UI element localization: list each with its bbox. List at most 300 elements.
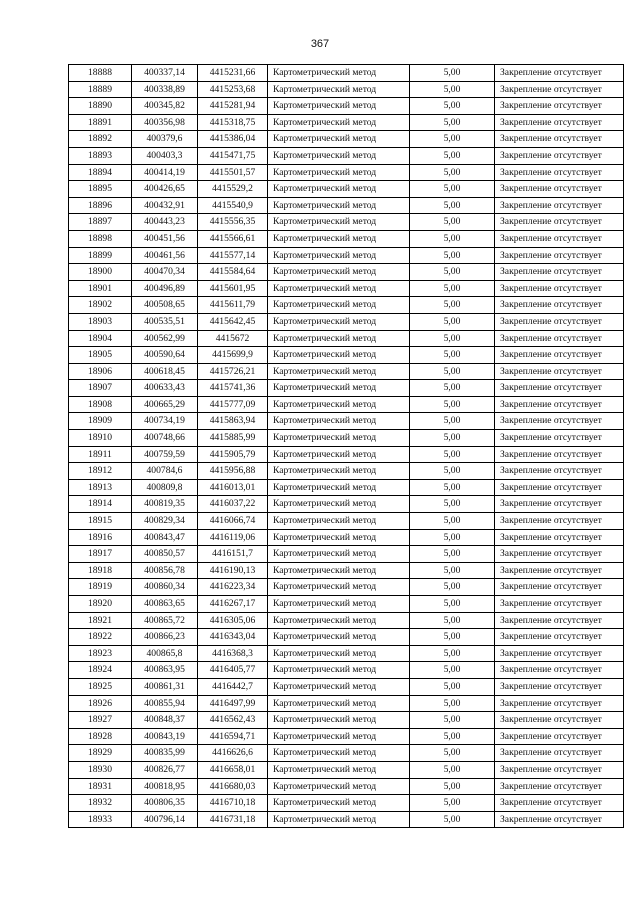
table-row (69, 745, 624, 762)
method-cell: Картометрический метод (268, 728, 410, 745)
method-cell: Картометрический метод (268, 745, 410, 762)
marking-cell: Закрепление отсутствует (495, 147, 624, 164)
marking-cell: Закрепление отсутствует (495, 546, 624, 563)
y-coordinate-cell: 4415231,66 (198, 65, 268, 82)
table-row (69, 529, 624, 546)
marking-cell: Закрепление отсутствует (495, 396, 624, 413)
point-number-cell: 18903 (69, 313, 132, 330)
y-coordinate-cell: 4415386,04 (198, 131, 268, 148)
x-coordinate-cell: 400535,51 (132, 313, 198, 330)
y-coordinate-cell: 4415905,79 (198, 446, 268, 463)
marking-cell: Закрепление отсутствует (495, 529, 624, 546)
y-coordinate-cell: 4415863,94 (198, 413, 268, 430)
marking-cell: Закрепление отсутствует (495, 728, 624, 745)
point-number-cell: 18925 (69, 678, 132, 695)
accuracy-cell: 5,00 (410, 380, 495, 397)
table-row (69, 496, 624, 513)
table-row (69, 396, 624, 413)
accuracy-cell: 5,00 (410, 596, 495, 613)
table-row (69, 579, 624, 596)
accuracy-cell: 5,00 (410, 230, 495, 247)
y-coordinate-cell: 4415501,57 (198, 164, 268, 181)
method-cell: Картометрический метод (268, 297, 410, 314)
table-row (69, 662, 624, 679)
x-coordinate-cell: 400461,56 (132, 247, 198, 264)
accuracy-cell: 5,00 (410, 612, 495, 629)
y-coordinate-cell: 4416680,03 (198, 778, 268, 795)
marking-cell: Закрепление отсутствует (495, 629, 624, 646)
marking-cell: Закрепление отсутствует (495, 562, 624, 579)
table-row (69, 347, 624, 364)
point-number-cell: 18914 (69, 496, 132, 513)
y-coordinate-cell: 4415281,94 (198, 98, 268, 115)
accuracy-cell: 5,00 (410, 745, 495, 762)
marking-cell: Закрепление отсутствует (495, 479, 624, 496)
table-row (69, 778, 624, 795)
method-cell: Картометрический метод (268, 264, 410, 281)
method-cell: Картометрический метод (268, 214, 410, 231)
x-coordinate-cell: 400850,57 (132, 546, 198, 563)
method-cell: Картометрический метод (268, 662, 410, 679)
x-coordinate-cell: 400835,99 (132, 745, 198, 762)
x-coordinate-cell: 400856,78 (132, 562, 198, 579)
y-coordinate-cell: 4415566,61 (198, 230, 268, 247)
x-coordinate-cell: 400633,43 (132, 380, 198, 397)
point-number-cell: 18900 (69, 264, 132, 281)
y-coordinate-cell: 4415777,09 (198, 396, 268, 413)
x-coordinate-cell: 400863,65 (132, 596, 198, 613)
y-coordinate-cell: 4415642,45 (198, 313, 268, 330)
method-cell: Картометрический метод (268, 596, 410, 613)
y-coordinate-cell: 4416343,04 (198, 629, 268, 646)
marking-cell: Закрепление отсутствует (495, 313, 624, 330)
x-coordinate-cell: 400734,19 (132, 413, 198, 430)
x-coordinate-cell: 400562,99 (132, 330, 198, 347)
marking-cell: Закрепление отсутствует (495, 65, 624, 82)
point-number-cell: 18922 (69, 629, 132, 646)
y-coordinate-cell: 4416368,3 (198, 645, 268, 662)
coordinates-table (68, 64, 624, 828)
table-row (69, 147, 624, 164)
method-cell: Картометрический метод (268, 65, 410, 82)
x-coordinate-cell: 400443,23 (132, 214, 198, 231)
method-cell: Картометрический метод (268, 230, 410, 247)
marking-cell: Закрепление отсутствует (495, 347, 624, 364)
method-cell: Картометрический метод (268, 479, 410, 496)
table-row (69, 313, 624, 330)
marking-cell: Закрепление отсутствует (495, 795, 624, 812)
marking-cell: Закрепление отсутствует (495, 197, 624, 214)
y-coordinate-cell: 4416119,06 (198, 529, 268, 546)
point-number-cell: 18895 (69, 181, 132, 198)
point-number-cell: 18893 (69, 147, 132, 164)
x-coordinate-cell: 400865,72 (132, 612, 198, 629)
point-number-cell: 18913 (69, 479, 132, 496)
accuracy-cell: 5,00 (410, 645, 495, 662)
table-row (69, 413, 624, 430)
table-row (69, 98, 624, 115)
x-coordinate-cell: 400784,6 (132, 463, 198, 480)
point-number-cell: 18897 (69, 214, 132, 231)
marking-cell: Закрепление отсутствует (495, 513, 624, 530)
accuracy-cell: 5,00 (410, 496, 495, 513)
method-cell: Картометрический метод (268, 430, 410, 447)
method-cell: Картометрический метод (268, 579, 410, 596)
marking-cell: Закрепление отсутствует (495, 446, 624, 463)
x-coordinate-cell: 400508,65 (132, 297, 198, 314)
table-body (69, 65, 624, 828)
table-row (69, 81, 624, 98)
y-coordinate-cell: 4415885,99 (198, 430, 268, 447)
accuracy-cell: 5,00 (410, 579, 495, 596)
x-coordinate-cell: 400806,35 (132, 795, 198, 812)
accuracy-cell: 5,00 (410, 164, 495, 181)
table-row (69, 795, 624, 812)
y-coordinate-cell: 4415672 (198, 330, 268, 347)
accuracy-cell: 5,00 (410, 629, 495, 646)
marking-cell: Закрепление отсутствует (495, 413, 624, 430)
marking-cell: Закрепление отсутствует (495, 695, 624, 712)
point-number-cell: 18894 (69, 164, 132, 181)
x-coordinate-cell: 400356,98 (132, 114, 198, 131)
x-coordinate-cell: 400866,23 (132, 629, 198, 646)
marking-cell: Закрепление отсутствует (495, 330, 624, 347)
marking-cell: Закрепление отсутствует (495, 230, 624, 247)
x-coordinate-cell: 400338,89 (132, 81, 198, 98)
marking-cell: Закрепление отсутствует (495, 164, 624, 181)
table-row (69, 197, 624, 214)
marking-cell: Закрепление отсутствует (495, 297, 624, 314)
method-cell: Картометрический метод (268, 562, 410, 579)
x-coordinate-cell: 400809,8 (132, 479, 198, 496)
method-cell: Картометрический метод (268, 413, 410, 430)
accuracy-cell: 5,00 (410, 313, 495, 330)
point-number-cell: 18918 (69, 562, 132, 579)
method-cell: Картометрический метод (268, 197, 410, 214)
table-row (69, 546, 624, 563)
accuracy-cell: 5,00 (410, 811, 495, 828)
table-row (69, 280, 624, 297)
marking-cell: Закрепление отсутствует (495, 662, 624, 679)
table-row (69, 380, 624, 397)
method-cell: Картометрический метод (268, 330, 410, 347)
y-coordinate-cell: 4415584,64 (198, 264, 268, 281)
accuracy-cell: 5,00 (410, 214, 495, 231)
marking-cell: Закрепление отсутствует (495, 678, 624, 695)
accuracy-cell: 5,00 (410, 513, 495, 530)
y-coordinate-cell: 4416066,74 (198, 513, 268, 530)
accuracy-cell: 5,00 (410, 181, 495, 198)
point-number-cell: 18909 (69, 413, 132, 430)
y-coordinate-cell: 4415556,35 (198, 214, 268, 231)
accuracy-cell: 5,00 (410, 147, 495, 164)
table-row (69, 430, 624, 447)
marking-cell: Закрепление отсутствует (495, 264, 624, 281)
accuracy-cell: 5,00 (410, 728, 495, 745)
x-coordinate-cell: 400470,34 (132, 264, 198, 281)
point-number-cell: 18904 (69, 330, 132, 347)
accuracy-cell: 5,00 (410, 297, 495, 314)
y-coordinate-cell: 4416658,01 (198, 761, 268, 778)
point-number-cell: 18927 (69, 712, 132, 729)
accuracy-cell: 5,00 (410, 712, 495, 729)
table-row (69, 728, 624, 745)
method-cell: Картометрический метод (268, 778, 410, 795)
y-coordinate-cell: 4416562,43 (198, 712, 268, 729)
y-coordinate-cell: 4415956,88 (198, 463, 268, 480)
table-row (69, 645, 624, 662)
x-coordinate-cell: 400379,6 (132, 131, 198, 148)
x-coordinate-cell: 400426,65 (132, 181, 198, 198)
table-row (69, 363, 624, 380)
y-coordinate-cell: 4416594,71 (198, 728, 268, 745)
method-cell: Картометрический метод (268, 280, 410, 297)
point-number-cell: 18917 (69, 546, 132, 563)
table-row (69, 446, 624, 463)
method-cell: Картометрический метод (268, 712, 410, 729)
table-row (69, 479, 624, 496)
accuracy-cell: 5,00 (410, 330, 495, 347)
y-coordinate-cell: 4415726,21 (198, 363, 268, 380)
method-cell: Картометрический метод (268, 81, 410, 98)
x-coordinate-cell: 400748,66 (132, 430, 198, 447)
y-coordinate-cell: 4416442,7 (198, 678, 268, 695)
marking-cell: Закрепление отсутствует (495, 579, 624, 596)
table-row (69, 264, 624, 281)
method-cell: Картометрический метод (268, 645, 410, 662)
marking-cell: Закрепление отсутствует (495, 712, 624, 729)
x-coordinate-cell: 400848,37 (132, 712, 198, 729)
marking-cell: Закрепление отсутствует (495, 811, 624, 828)
method-cell: Картометрический метод (268, 546, 410, 563)
marking-cell: Закрепление отсутствует (495, 612, 624, 629)
x-coordinate-cell: 400796,14 (132, 811, 198, 828)
marking-cell: Закрепление отсутствует (495, 214, 624, 231)
accuracy-cell: 5,00 (410, 695, 495, 712)
y-coordinate-cell: 4416710,18 (198, 795, 268, 812)
point-number-cell: 18926 (69, 695, 132, 712)
marking-cell: Закрепление отсутствует (495, 131, 624, 148)
point-number-cell: 18916 (69, 529, 132, 546)
method-cell: Картометрический метод (268, 463, 410, 480)
x-coordinate-cell: 400819,35 (132, 496, 198, 513)
marking-cell: Закрепление отсутствует (495, 778, 624, 795)
x-coordinate-cell: 400863,95 (132, 662, 198, 679)
table-row (69, 695, 624, 712)
method-cell: Картометрический метод (268, 795, 410, 812)
point-number-cell: 18905 (69, 347, 132, 364)
table-row (69, 230, 624, 247)
point-number-cell: 18932 (69, 795, 132, 812)
y-coordinate-cell: 4416223,34 (198, 579, 268, 596)
table-row (69, 164, 624, 181)
x-coordinate-cell: 400496,89 (132, 280, 198, 297)
method-cell: Картометрический метод (268, 761, 410, 778)
accuracy-cell: 5,00 (410, 98, 495, 115)
table-row (69, 463, 624, 480)
table-row (69, 712, 624, 729)
y-coordinate-cell: 4415318,75 (198, 114, 268, 131)
x-coordinate-cell: 400618,45 (132, 363, 198, 380)
table-row (69, 114, 624, 131)
x-coordinate-cell: 400451,56 (132, 230, 198, 247)
method-cell: Картометрический метод (268, 396, 410, 413)
method-cell: Картометрический метод (268, 629, 410, 646)
y-coordinate-cell: 4416731,18 (198, 811, 268, 828)
y-coordinate-cell: 4415601,95 (198, 280, 268, 297)
point-number-cell: 18891 (69, 114, 132, 131)
accuracy-cell: 5,00 (410, 446, 495, 463)
marking-cell: Закрепление отсутствует (495, 745, 624, 762)
method-cell: Картометрический метод (268, 446, 410, 463)
x-coordinate-cell: 400432,91 (132, 197, 198, 214)
table-row (69, 629, 624, 646)
table-row (69, 330, 624, 347)
point-number-cell: 18915 (69, 513, 132, 530)
point-number-cell: 18933 (69, 811, 132, 828)
point-number-cell: 18888 (69, 65, 132, 82)
point-number-cell: 18890 (69, 98, 132, 115)
point-number-cell: 18919 (69, 579, 132, 596)
marking-cell: Закрепление отсутствует (495, 114, 624, 131)
method-cell: Картометрический метод (268, 147, 410, 164)
y-coordinate-cell: 4415577,14 (198, 247, 268, 264)
method-cell: Картометрический метод (268, 313, 410, 330)
point-number-cell: 18908 (69, 396, 132, 413)
method-cell: Картометрический метод (268, 363, 410, 380)
accuracy-cell: 5,00 (410, 529, 495, 546)
marking-cell: Закрепление отсутствует (495, 280, 624, 297)
y-coordinate-cell: 4415471,75 (198, 147, 268, 164)
x-coordinate-cell: 400855,94 (132, 695, 198, 712)
accuracy-cell: 5,00 (410, 396, 495, 413)
y-coordinate-cell: 4416267,17 (198, 596, 268, 613)
accuracy-cell: 5,00 (410, 197, 495, 214)
accuracy-cell: 5,00 (410, 65, 495, 82)
x-coordinate-cell: 400403,3 (132, 147, 198, 164)
accuracy-cell: 5,00 (410, 479, 495, 496)
y-coordinate-cell: 4416190,13 (198, 562, 268, 579)
x-coordinate-cell: 400665,29 (132, 396, 198, 413)
y-coordinate-cell: 4416305,06 (198, 612, 268, 629)
y-coordinate-cell: 4415699,9 (198, 347, 268, 364)
accuracy-cell: 5,00 (410, 413, 495, 430)
y-coordinate-cell: 4415611,79 (198, 297, 268, 314)
marking-cell: Закрепление отсутствует (495, 463, 624, 480)
point-number-cell: 18929 (69, 745, 132, 762)
marking-cell: Закрепление отсутствует (495, 98, 624, 115)
point-number-cell: 18889 (69, 81, 132, 98)
point-number-cell: 18907 (69, 380, 132, 397)
x-coordinate-cell: 400829,34 (132, 513, 198, 530)
point-number-cell: 18924 (69, 662, 132, 679)
accuracy-cell: 5,00 (410, 131, 495, 148)
marking-cell: Закрепление отсутствует (495, 363, 624, 380)
accuracy-cell: 5,00 (410, 114, 495, 131)
y-coordinate-cell: 4416497,99 (198, 695, 268, 712)
x-coordinate-cell: 400590,64 (132, 347, 198, 364)
y-coordinate-cell: 4416013,01 (198, 479, 268, 496)
method-cell: Картометрический метод (268, 612, 410, 629)
table-row (69, 214, 624, 231)
accuracy-cell: 5,00 (410, 280, 495, 297)
table-row (69, 131, 624, 148)
method-cell: Картометрический метод (268, 678, 410, 695)
method-cell: Картометрический метод (268, 496, 410, 513)
y-coordinate-cell: 4415253,68 (198, 81, 268, 98)
accuracy-cell: 5,00 (410, 347, 495, 364)
table-row (69, 562, 624, 579)
method-cell: Картометрический метод (268, 247, 410, 264)
x-coordinate-cell: 400345,82 (132, 98, 198, 115)
marking-cell: Закрепление отсутствует (495, 380, 624, 397)
point-number-cell: 18906 (69, 363, 132, 380)
method-cell: Картометрический метод (268, 513, 410, 530)
marking-cell: Закрепление отсутствует (495, 596, 624, 613)
accuracy-cell: 5,00 (410, 795, 495, 812)
marking-cell: Закрепление отсутствует (495, 247, 624, 264)
page-number: 367 (310, 38, 330, 50)
y-coordinate-cell: 4415540,9 (198, 197, 268, 214)
y-coordinate-cell: 4415741,36 (198, 380, 268, 397)
y-coordinate-cell: 4415529,2 (198, 181, 268, 198)
x-coordinate-cell: 400843,19 (132, 728, 198, 745)
method-cell: Картометрический метод (268, 181, 410, 198)
x-coordinate-cell: 400414,19 (132, 164, 198, 181)
y-coordinate-cell: 4416037,22 (198, 496, 268, 513)
method-cell: Картометрический метод (268, 380, 410, 397)
x-coordinate-cell: 400843,47 (132, 529, 198, 546)
point-number-cell: 18911 (69, 446, 132, 463)
table-row (69, 678, 624, 695)
table-row (69, 513, 624, 530)
marking-cell: Закрепление отсутствует (495, 761, 624, 778)
table-row (69, 761, 624, 778)
accuracy-cell: 5,00 (410, 678, 495, 695)
accuracy-cell: 5,00 (410, 264, 495, 281)
table-row (69, 247, 624, 264)
accuracy-cell: 5,00 (410, 247, 495, 264)
point-number-cell: 18931 (69, 778, 132, 795)
y-coordinate-cell: 4416405,77 (198, 662, 268, 679)
method-cell: Картометрический метод (268, 114, 410, 131)
table-row (69, 297, 624, 314)
point-number-cell: 18921 (69, 612, 132, 629)
point-number-cell: 18920 (69, 596, 132, 613)
marking-cell: Закрепление отсутствует (495, 496, 624, 513)
accuracy-cell: 5,00 (410, 562, 495, 579)
method-cell: Картометрический метод (268, 347, 410, 364)
table-row (69, 65, 624, 82)
point-number-cell: 18898 (69, 230, 132, 247)
x-coordinate-cell: 400337,14 (132, 65, 198, 82)
accuracy-cell: 5,00 (410, 81, 495, 98)
x-coordinate-cell: 400826,77 (132, 761, 198, 778)
marking-cell: Закрепление отсутствует (495, 430, 624, 447)
table-row (69, 811, 624, 828)
point-number-cell: 18928 (69, 728, 132, 745)
marking-cell: Закрепление отсутствует (495, 81, 624, 98)
method-cell: Картометрический метод (268, 811, 410, 828)
marking-cell: Закрепление отсутствует (495, 645, 624, 662)
accuracy-cell: 5,00 (410, 778, 495, 795)
x-coordinate-cell: 400818,95 (132, 778, 198, 795)
accuracy-cell: 5,00 (410, 430, 495, 447)
method-cell: Картометрический метод (268, 695, 410, 712)
method-cell: Картометрический метод (268, 164, 410, 181)
point-number-cell: 18901 (69, 280, 132, 297)
table-row (69, 596, 624, 613)
